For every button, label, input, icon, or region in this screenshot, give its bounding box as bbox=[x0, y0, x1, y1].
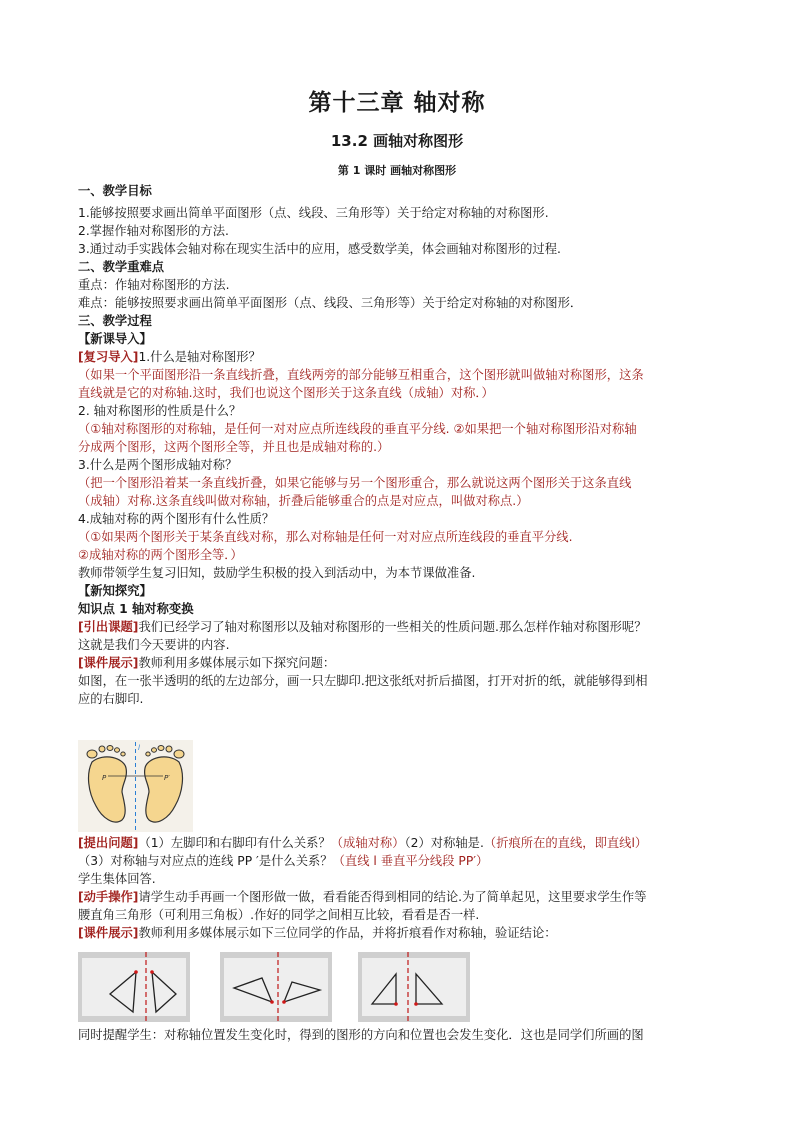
text-line bbox=[78, 384, 728, 402]
text-segment: 4.成轴对称的两个图形有什么性质？ bbox=[78, 512, 275, 526]
text-segment: （1）左脚印和右脚印有什么关系？ bbox=[138, 836, 331, 850]
text-segment: （如果一个平面图形沿一条直线折叠，直线两旁的部分能够互相重合，这个图形就叫做轴对称图形，这条 bbox=[78, 368, 644, 382]
section-tag: [复习导入] bbox=[78, 350, 139, 364]
text-segment: （成轴对称） bbox=[330, 836, 405, 850]
text-line bbox=[78, 1026, 728, 1044]
text-line bbox=[78, 636, 728, 654]
text-line bbox=[78, 834, 728, 852]
text-segment: 难点：能够按照要求画出简单平面图形（点、线段、三角形等）关于给定对称轴的对称图形． bbox=[78, 296, 583, 310]
text-segment: （①如果两个图形关于某条直线对称，那么对称轴是任何一对对应点所连线段的垂直平分线. bbox=[78, 530, 573, 544]
text-segment: （折痕所在的直线，即直线l） bbox=[483, 836, 648, 850]
text-segment: 教师利用多媒体展示如下三位同学的作品，并将折痕看作对称轴，验证结论： bbox=[138, 926, 557, 940]
footprint-figure bbox=[78, 740, 193, 832]
text-line bbox=[78, 870, 728, 888]
triangle-photo-3 bbox=[358, 952, 470, 1022]
foot-label-p-prime: P′ bbox=[164, 774, 170, 782]
text-line bbox=[78, 348, 728, 366]
text-line bbox=[78, 888, 728, 906]
text-segment: 同时提醒学生：对称轴位置发生变化时，得到的图形的方向和位置也会发生变化．这也是同学们所画的图 bbox=[78, 1028, 644, 1042]
text-segment: 重点：作轴对称图形的方法. bbox=[78, 278, 230, 292]
text-line bbox=[78, 182, 728, 200]
text-segment: 【新课导入】 bbox=[78, 332, 152, 346]
text-segment: 3.什么是两个图形成轴对称？ bbox=[78, 458, 238, 472]
text-segment: 1.能够按照要求画出简单平面图形（点、线段、三角形等）关于给定对称轴的对称图形. bbox=[78, 206, 549, 220]
section-tag: [引出课题] bbox=[78, 620, 139, 634]
triangle-photo-1 bbox=[78, 952, 190, 1022]
text-line bbox=[78, 276, 728, 294]
text-segment: （成轴）对称.这条直线叫做对称轴，折叠后能够重合的点是对应点，叫做对称点.） bbox=[78, 494, 529, 508]
text-line bbox=[78, 492, 728, 510]
text-line bbox=[78, 564, 728, 582]
text-line bbox=[78, 222, 728, 240]
text-segment: 分成两个图形，这两个图形全等，并且也是成轴对称的.） bbox=[78, 440, 390, 454]
text-segment: 一、教学目标 bbox=[78, 184, 152, 198]
text-line bbox=[78, 456, 728, 474]
text-line bbox=[78, 618, 728, 636]
text-line bbox=[78, 402, 728, 420]
text-segment: 这就是我们今天要讲的内容. bbox=[78, 638, 230, 652]
text-line bbox=[78, 474, 728, 492]
text-segment: 教师利用多媒体展示如下探究问题： bbox=[138, 656, 336, 670]
text-line bbox=[78, 600, 728, 618]
text-line bbox=[78, 366, 728, 384]
text-segment: 二、教学重难点 bbox=[78, 260, 165, 274]
text-line bbox=[78, 204, 728, 222]
text-segment: 2. 轴对称图形的性质是什么？ bbox=[78, 404, 242, 418]
text-segment: （①轴对称图形的对称轴，是任何一对对应点所连线段的垂直平分线. ②如果把一个轴对称图形沿对称轴 bbox=[78, 422, 637, 436]
text-segment: （直线 l 垂直平分线段 PP′） bbox=[332, 854, 489, 868]
text-line bbox=[78, 906, 728, 924]
text-line bbox=[78, 690, 728, 708]
text-segment: 腰直角三角形（可利用三角板）.作好的同学之间相互比较，看看是否一样. bbox=[78, 908, 480, 922]
section-tag: [课件展示] bbox=[78, 656, 139, 670]
text-line bbox=[78, 420, 728, 438]
section-tag: [动手操作] bbox=[78, 890, 139, 904]
text-segment: 我们已经学习了轴对称图形以及轴对称图形的一些相关的性质问题.那么怎样作轴对称图形呢？ bbox=[138, 620, 647, 634]
text-line bbox=[78, 330, 728, 348]
text-line bbox=[78, 582, 728, 600]
text-line bbox=[78, 258, 728, 276]
text-line bbox=[78, 240, 728, 258]
text-segment: 请学生动手再画一个图形做一做，看看能否得到相同的结论.为了简单起见，这里要求学生作等 bbox=[138, 890, 647, 904]
text-line bbox=[78, 924, 728, 942]
lesson-title: 第 1 课时 画轴对称图形 bbox=[337, 164, 457, 177]
text-segment: 2.掌握作轴对称图形的方法. bbox=[78, 224, 229, 238]
text-line bbox=[78, 852, 728, 870]
text-segment: 三、教学过程 bbox=[78, 314, 152, 328]
text-segment: 教师带领学生复习旧知，鼓励学生积极的投入到活动中，为本节课做准备. bbox=[78, 566, 476, 580]
text-segment: 应的右脚印. bbox=[78, 692, 144, 706]
text-segment: （把一个图形沿着某一条直线折叠，如果它能够与另一个图形重合，那么就说这两个图形关于这条直线 bbox=[78, 476, 632, 490]
triangle-photo-2 bbox=[220, 952, 332, 1022]
section-tag: [课件展示] bbox=[78, 926, 139, 940]
text-segment: 3.通过动手实践体会轴对称在现实生活中的应用，感受数学美，体会画轴对称图形的过程. bbox=[78, 242, 561, 256]
text-line bbox=[78, 654, 728, 672]
text-line bbox=[78, 510, 728, 528]
text-line bbox=[78, 438, 728, 456]
text-line bbox=[78, 672, 728, 690]
text-segment: 【新知探究】 bbox=[78, 584, 152, 598]
section-title: 13.2 画轴对称图形 bbox=[330, 132, 464, 150]
axis-label-l: l bbox=[138, 744, 140, 752]
text-segment: 1.什么是轴对称图形？ bbox=[138, 350, 261, 364]
text-line bbox=[78, 546, 728, 564]
text-line bbox=[78, 528, 728, 546]
text-segment: 学生集体回答. bbox=[78, 872, 156, 886]
chapter-title: 第十三章 轴对称 bbox=[308, 90, 486, 116]
text-line bbox=[78, 294, 728, 312]
text-segment: ②成轴对称的两个图形全等．） bbox=[78, 548, 243, 562]
foot-label-p: P bbox=[102, 774, 107, 782]
text-segment: （2）对称轴是. bbox=[404, 836, 484, 850]
text-segment: 知识点 1 轴对称变换 bbox=[78, 602, 194, 616]
section-tag: [提出问题] bbox=[78, 836, 139, 850]
text-segment: （3）对称轴与对应点的连线 PP ′是什么关系？ bbox=[78, 854, 333, 868]
text-segment: 如图，在一张半透明的纸的左边部分，画一只左脚印.把这张纸对折后描图，打开对折的纸，就能够得到相 bbox=[78, 674, 648, 688]
text-line bbox=[78, 312, 728, 330]
text-segment: 直线就是它的对称轴.这时，我们也说这个图形关于这条直线（成轴）对称．） bbox=[78, 386, 494, 400]
